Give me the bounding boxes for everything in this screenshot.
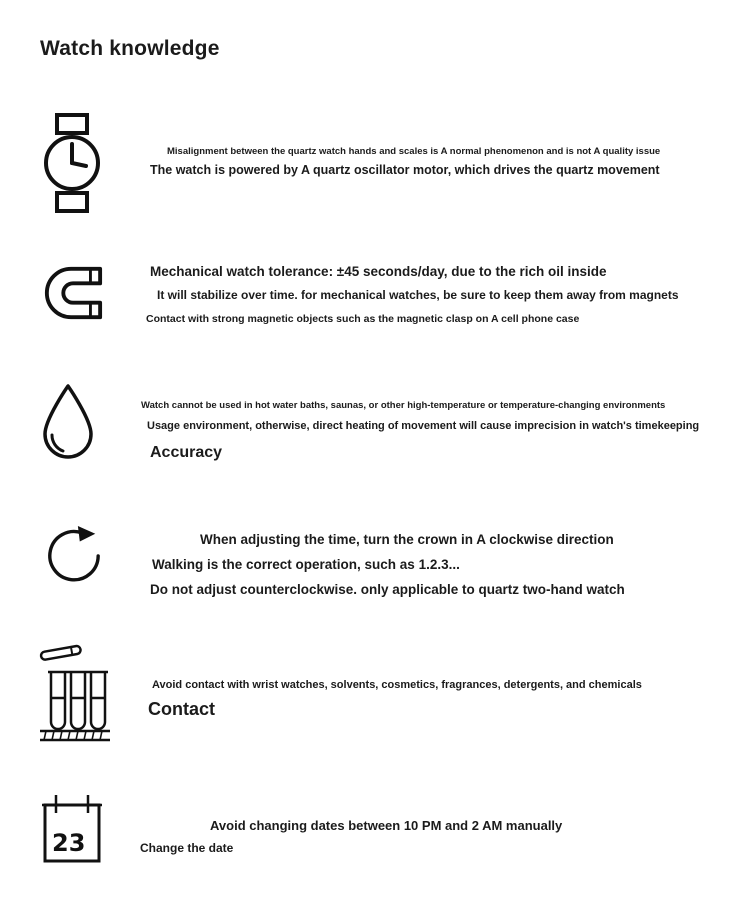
quartz-note-line: Misalignment between the quartz watch hands and scales is A normal phenomenon and is not A quality issue [167,146,661,157]
calendar-icon [40,793,104,865]
contact-heading: Contact [148,699,215,719]
usage-environment-line: Usage environment, otherwise, direct heating of movement will cause imprecision in watch's timekeeping [147,420,700,432]
magnet-icon [42,265,104,321]
no-counterclockwise-line: Do not adjust counterclockwise. only applicable to quartz two-hand watch [150,582,625,597]
hot-water-line: Watch cannot be used in hot water baths, saunas, or other high-temperature or temperature-changing environments [141,400,666,411]
quartz-movement-line: The watch is powered by A quartz oscillator motor, which drives the quartz movement [150,163,660,177]
chemicals-line: Avoid contact with wrist watches, solvents, cosmetics, fragrances, detergents, and chemicals [152,679,642,691]
correct-operation-line: Walking is the correct operation, such as 1.2.3... [152,557,460,572]
page-title: Watch knowledge [40,37,220,60]
change-date-heading: Change the date [140,841,234,855]
calendar-day: 23 [52,829,86,857]
clockwise-arrow-icon [45,524,103,586]
crown-clockwise-line: When adjusting the time, turn the crown in A clockwise direction [200,532,614,547]
water-drop-icon [40,383,96,461]
test-tubes-icon [38,642,112,744]
date-change-warning-line: Avoid changing dates between 10 PM and 2 AM manually [210,818,563,833]
watch-icon [44,113,100,213]
accuracy-heading: Accuracy [150,444,223,461]
stabilize-line: It will stabilize over time. for mechanical watches, be sure to keep them away from magnets [157,288,679,302]
tolerance-line: Mechanical watch tolerance: ±45 seconds/day, due to the rich oil inside [150,264,607,279]
magnetic-contact-line: Contact with strong magnetic objects such as the magnetic clasp on A cell phone case [146,313,580,325]
